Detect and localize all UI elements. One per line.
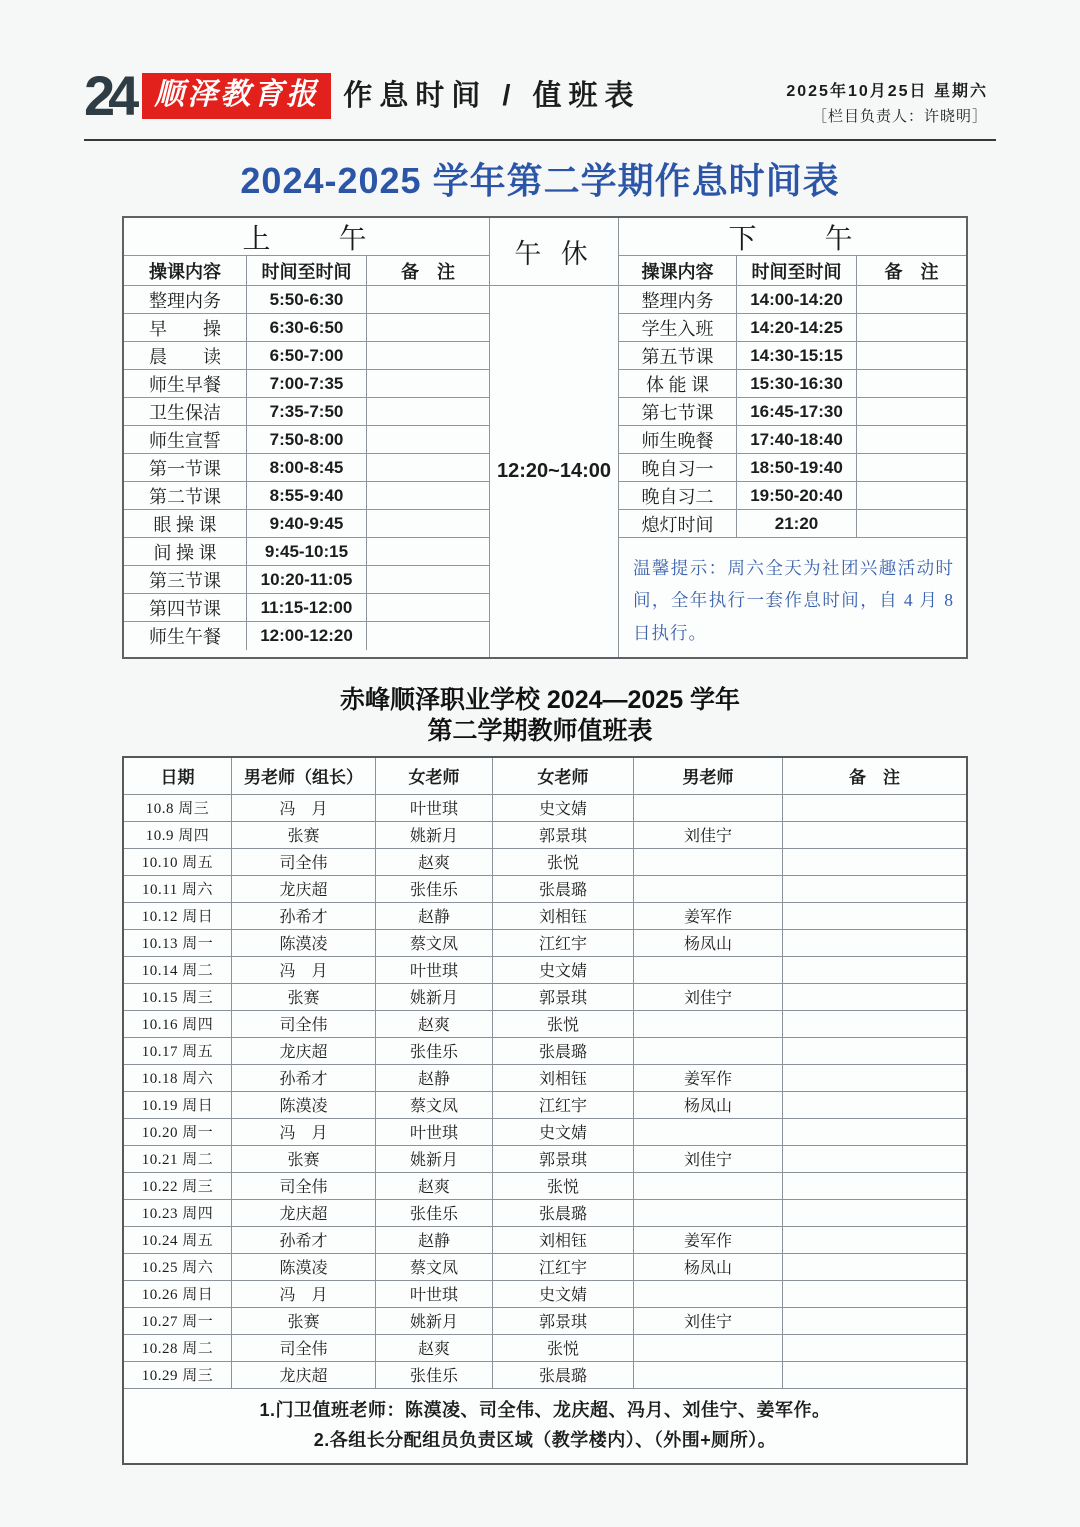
female-teacher-cell: 叶世琪 [376,1281,493,1308]
male-leader-cell: 司全伟 [232,849,376,876]
schedule-table [122,216,968,659]
note-cell [783,1335,966,1362]
male-teacher-cell [634,1119,783,1146]
time-cell: 15:30-16:30 [737,370,857,397]
table-row [619,454,966,482]
note-cell [857,510,966,537]
time-cell: 8:55-9:40 [247,482,367,509]
morning-column-headers [124,256,489,286]
note-cell [367,286,489,313]
table-row [619,510,966,538]
male-teacher-cell [634,957,783,984]
section-title: 作息时间 / 值班表 [343,80,641,112]
header-divider [84,139,996,141]
activity-cell: 早 操 [124,314,247,341]
roster-col-note: 备 注 [783,758,966,795]
female-teacher-cell: 史文婧 [493,1281,634,1308]
female-teacher-cell: 张佳乐 [376,1038,493,1065]
female-teacher-cell: 江红宇 [493,930,634,957]
activity-cell: 晚自习二 [619,482,737,509]
female-teacher-cell: 刘相钰 [493,1065,634,1092]
activity-cell: 熄灯时间 [619,510,737,537]
male-teacher-cell: 刘佳宁 [634,984,783,1011]
female-teacher-cell: 江红宇 [493,1092,634,1119]
table-row [619,370,966,398]
female-teacher-cell: 史文婧 [493,795,634,822]
column-header-note: 备 注 [401,261,455,282]
note-cell [367,370,489,397]
male-leader-cell: 张赛 [232,1308,376,1335]
activity-cell: 师生午餐 [124,622,247,650]
activity-cell: 卫生保洁 [124,398,247,425]
male-leader-cell: 孙希才 [232,1227,376,1254]
time-cell: 7:35-7:50 [247,398,367,425]
female-teacher-cell: 史文婧 [493,1119,634,1146]
male-teacher-cell [634,1200,783,1227]
activity-cell: 晨 读 [124,342,247,369]
note-cell [783,1308,966,1335]
time-cell: 5:50-6:30 [247,286,367,313]
date-cell: 10.25 周六 [124,1254,232,1281]
table-row [124,622,489,650]
time-cell: 14:00-14:20 [737,286,857,313]
note-cell [367,398,489,425]
note-cell [783,1362,966,1389]
activity-cell: 第三节课 [124,566,247,593]
masthead: 顺泽教育报 [142,73,331,119]
female-teacher-cell: 张晨璐 [493,876,634,903]
female-teacher-cell: 张悦 [493,1335,634,1362]
female-teacher-cell: 姚新月 [376,822,493,849]
male-leader-cell: 陈漠凌 [232,1254,376,1281]
male-teacher-cell: 刘佳宁 [634,1308,783,1335]
female-teacher-cell: 张晨璐 [493,1038,634,1065]
male-leader-cell: 孙希才 [232,1065,376,1092]
male-teacher-cell [634,1038,783,1065]
noon-header: 午 休 [490,218,618,286]
male-teacher-cell [634,1362,783,1389]
note-cell [783,930,966,957]
female-teacher-cell: 史文婧 [493,957,634,984]
issue-date: 2025年10月25日 星期六 [786,83,988,100]
male-leader-cell: 张赛 [232,822,376,849]
female-teacher-cell: 江红宇 [493,1254,634,1281]
time-cell: 14:30-15:15 [737,342,857,369]
afternoon-column-headers [619,256,966,286]
male-leader-cell: 张赛 [232,984,376,1011]
roster-title-line1: 赤峰顺泽职业学校 2024—2025 学年 [339,686,741,715]
activity-cell: 整理内务 [124,286,247,313]
date-cell: 10.9 周四 [124,822,232,849]
note-cell [857,398,966,425]
activity-cell: 第二节课 [124,482,247,509]
table-row [124,314,489,342]
female-teacher-cell: 蔡文凤 [376,1092,493,1119]
time-cell: 7:00-7:35 [247,370,367,397]
note-cell [857,314,966,341]
date-cell: 10.29 周三 [124,1362,232,1389]
schedule-title: 2024-2025 学年第二学期作息时间表 [240,160,840,201]
female-teacher-cell: 姚新月 [376,1308,493,1335]
roster-col-female1: 女老师 [376,758,493,795]
male-leader-cell: 孙希才 [232,903,376,930]
table-row [619,398,966,426]
table-row [124,398,489,426]
male-teacher-cell: 杨凤山 [634,1254,783,1281]
table-row [124,342,489,370]
roster-title-line2: 第二学期教师值班表 [427,717,653,746]
table-row [619,482,966,510]
note-cell [367,594,489,621]
female-teacher-cell: 郭景琪 [493,1146,634,1173]
female-teacher-cell: 赵爽 [376,1011,493,1038]
time-cell: 9:40-9:45 [247,510,367,537]
female-teacher-cell: 赵静 [376,1065,493,1092]
note-cell [857,370,966,397]
roster-note-line: 1.门卫值班老师：陈漠凌、司全伟、龙庆超、冯月、刘佳宁、姜军作。 [259,1399,831,1420]
female-teacher-cell: 张悦 [493,1173,634,1200]
table-row [124,370,489,398]
female-teacher-cell: 张佳乐 [376,1362,493,1389]
note-cell [783,795,966,822]
table-row [124,566,489,594]
male-teacher-cell [634,1281,783,1308]
female-teacher-cell: 赵爽 [376,1173,493,1200]
date-cell: 10.17 周五 [124,1038,232,1065]
female-teacher-cell: 叶世琪 [376,957,493,984]
male-teacher-cell: 姜军作 [634,1227,783,1254]
male-leader-cell: 冯 月 [232,957,376,984]
note-cell [857,454,966,481]
roster-col-male-leader: 男老师（组长） [232,758,376,795]
roster-col-female2: 女老师 [493,758,634,795]
male-teacher-cell: 姜军作 [634,903,783,930]
table-row [124,594,489,622]
note-cell [783,1281,966,1308]
male-leader-cell: 司全伟 [232,1011,376,1038]
roster-notes [124,1389,966,1463]
female-teacher-cell: 郭景琪 [493,984,634,1011]
time-cell: 12:00-12:20 [247,622,367,650]
female-teacher-cell: 张晨璐 [493,1362,634,1389]
female-teacher-cell: 蔡文凤 [376,1254,493,1281]
afternoon-rows [619,286,966,538]
note-cell [783,1173,966,1200]
female-teacher-cell: 叶世琪 [376,795,493,822]
time-cell: 16:45-17:30 [737,398,857,425]
activity-cell: 第七节课 [619,398,737,425]
note-cell [857,482,966,509]
table-row [619,342,966,370]
note-cell [783,1011,966,1038]
table-row [124,538,489,566]
male-leader-cell: 冯 月 [232,1281,376,1308]
activity-cell: 眼 操 课 [124,510,247,537]
date-cell: 10.16 周四 [124,1011,232,1038]
note-cell [857,342,966,369]
male-teacher-cell [634,1335,783,1362]
male-teacher-cell: 刘佳宁 [634,1146,783,1173]
date-cell: 10.18 周六 [124,1065,232,1092]
date-cell: 10.15 周三 [124,984,232,1011]
male-teacher-cell [634,849,783,876]
column-header-activity: 操课内容 [619,256,737,285]
activity-cell: 体 能 课 [619,370,737,397]
male-leader-cell: 冯 月 [232,795,376,822]
table-row [124,286,489,314]
male-leader-cell: 陈漠凌 [232,930,376,957]
female-teacher-cell: 郭景琪 [493,822,634,849]
note-cell [783,1065,966,1092]
note-cell [783,849,966,876]
date-cell: 10.11 周六 [124,876,232,903]
date-cell: 10.19 周日 [124,1092,232,1119]
date-cell: 10.22 周三 [124,1173,232,1200]
note-cell [783,1092,966,1119]
schedule-tip: 温馨提示：周六全天为社团兴趣活动时间，全年执行一套作息时间，自 4 月 8 日执行。 [633,558,954,643]
note-cell [783,1227,966,1254]
activity-cell: 整理内务 [619,286,737,313]
table-row [124,454,489,482]
female-teacher-cell: 张晨璐 [493,1200,634,1227]
morning-section [124,218,489,657]
morning-rows [124,286,489,650]
noon-time: 12:20~14:00 [497,460,611,483]
table-row [124,510,489,538]
roster-table [122,756,968,1465]
note-cell [783,822,966,849]
time-cell: 6:30-6:50 [247,314,367,341]
note-cell [857,286,966,313]
table-row [619,426,966,454]
female-teacher-cell: 赵静 [376,903,493,930]
column-editor: ［栏目负责人：许晓明］ [811,108,988,125]
time-cell: 7:50-8:00 [247,426,367,453]
roster-note-line: 2.各组长分配组员负责区域（教学楼内）、（外围+厕所）。 [313,1429,777,1450]
roster-title [0,685,1080,748]
note-cell [367,510,489,537]
male-teacher-cell [634,1173,783,1200]
female-teacher-cell: 赵爽 [376,849,493,876]
activity-cell: 间 操 课 [124,538,247,565]
female-teacher-cell: 姚新月 [376,984,493,1011]
female-teacher-cell: 张悦 [493,1011,634,1038]
male-teacher-cell: 刘佳宁 [634,822,783,849]
time-cell: 6:50-7:00 [247,342,367,369]
column-header-note: 备 注 [884,261,939,282]
table-row [619,314,966,342]
female-teacher-cell: 张佳乐 [376,1200,493,1227]
noon-section [489,218,619,657]
time-cell: 17:40-18:40 [737,426,857,453]
note-cell [367,314,489,341]
date-cell: 10.27 周一 [124,1308,232,1335]
male-leader-cell: 张赛 [232,1146,376,1173]
female-teacher-cell: 叶世琪 [376,1119,493,1146]
male-teacher-cell [634,795,783,822]
female-teacher-cell: 赵静 [376,1227,493,1254]
note-cell [783,903,966,930]
note-cell [367,538,489,565]
date-cell: 10.13 周一 [124,930,232,957]
activity-cell: 师生宣誓 [124,426,247,453]
date-cell: 10.20 周一 [124,1119,232,1146]
note-cell [783,1254,966,1281]
time-cell: 10:20-11:05 [247,566,367,593]
date-cell: 10.10 周五 [124,849,232,876]
female-teacher-cell: 刘相钰 [493,903,634,930]
date-cell: 10.8 周三 [124,795,232,822]
female-teacher-cell: 张悦 [493,849,634,876]
date-cell: 10.23 周四 [124,1200,232,1227]
note-cell [857,426,966,453]
male-leader-cell: 龙庆超 [232,1038,376,1065]
afternoon-header: 下 午 [619,218,966,256]
date-cell: 10.26 周日 [124,1281,232,1308]
activity-cell: 师生早餐 [124,370,247,397]
column-header-activity: 操课内容 [124,256,247,285]
page-number: 24 [84,64,133,127]
roster-col-male2: 男老师 [634,758,783,795]
note-cell [367,426,489,453]
time-cell: 8:00-8:45 [247,454,367,481]
table-row [124,426,489,454]
male-leader-cell: 龙庆超 [232,1200,376,1227]
afternoon-section [619,218,966,657]
activity-cell: 师生晚餐 [619,426,737,453]
note-cell [783,1200,966,1227]
activity-cell: 第一节课 [124,454,247,481]
activity-cell: 第五节课 [619,342,737,369]
date-cell: 10.28 周二 [124,1335,232,1362]
female-teacher-cell: 蔡文凤 [376,930,493,957]
note-cell [783,957,966,984]
male-leader-cell: 司全伟 [232,1335,376,1362]
table-row [619,286,966,314]
time-cell: 14:20-14:25 [737,314,857,341]
male-leader-cell: 司全伟 [232,1173,376,1200]
note-cell [367,342,489,369]
morning-header: 上 午 [124,218,489,256]
activity-cell: 学生入班 [619,314,737,341]
female-teacher-cell: 郭景琪 [493,1308,634,1335]
male-teacher-cell: 杨凤山 [634,930,783,957]
note-cell [783,1038,966,1065]
male-leader-cell: 陈漠凌 [232,1092,376,1119]
newspaper-header [0,0,1080,126]
column-header-time: 时间至时间 [737,256,857,285]
time-cell: 18:50-19:40 [737,454,857,481]
female-teacher-cell: 刘相钰 [493,1227,634,1254]
note-cell [367,482,489,509]
time-cell: 21:20 [737,510,857,537]
note-cell [783,876,966,903]
note-cell [783,1146,966,1173]
male-teacher-cell: 姜军作 [634,1065,783,1092]
date-cell: 10.24 周五 [124,1227,232,1254]
time-cell: 9:45-10:15 [247,538,367,565]
male-teacher-cell: 杨凤山 [634,1092,783,1119]
female-teacher-cell: 赵爽 [376,1335,493,1362]
male-leader-cell: 龙庆超 [232,1362,376,1389]
date-cell: 10.14 周二 [124,957,232,984]
female-teacher-cell: 张佳乐 [376,876,493,903]
roster-col-date: 日期 [124,758,232,795]
date-cell: 10.12 周日 [124,903,232,930]
female-teacher-cell: 姚新月 [376,1146,493,1173]
note-cell [783,984,966,1011]
activity-cell: 第四节课 [124,594,247,621]
table-row [124,482,489,510]
time-cell: 11:15-12:00 [247,594,367,621]
male-leader-cell: 龙庆超 [232,876,376,903]
note-cell [367,566,489,593]
note-cell [367,454,489,481]
male-teacher-cell [634,876,783,903]
male-teacher-cell [634,1011,783,1038]
time-cell: 19:50-20:40 [737,482,857,509]
male-leader-cell: 冯 月 [232,1119,376,1146]
date-cell: 10.21 周二 [124,1146,232,1173]
column-header-time: 时间至时间 [247,256,367,285]
activity-cell: 晚自习一 [619,454,737,481]
note-cell [783,1119,966,1146]
note-cell [367,622,489,650]
